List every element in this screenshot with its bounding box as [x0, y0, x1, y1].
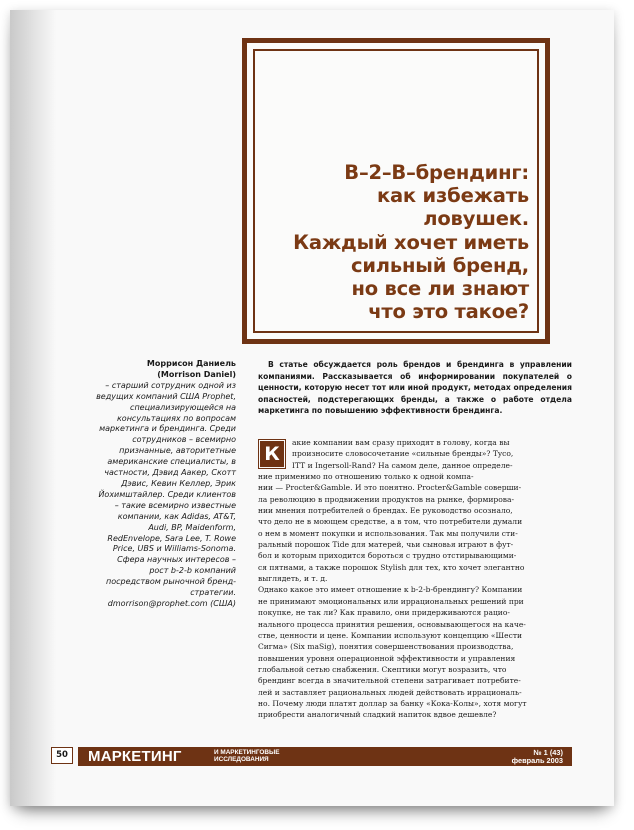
body-line: покупке, не так ли? Как правило, они придерживаются рацио-: [258, 608, 510, 618]
author-bio: – старший сотрудник одной из ведущих компаний США Prophet, специализирующейся на консультациях по вопросам маркетинга и брендинга. Среди сотрудников – всемирно признанные, авторитетные американские специалисты, в частности, Дэвид Аакер, Скотт Дэвис, Кевин Келлер, Эрик Йохимштайлер. Среди клиентов – такие всемирно известные компании, как Adidas, AT&T, Audi, BP, Maidenform, RedEnvelope, Sara Lee, T. Rowe Price, UBS и Williams-Sonoma. Сфера научных интересов – рост b-2-b компаний посредством рыночной бренд-стратегии. dmorrison@prophet.com (США): [96, 380, 236, 608]
title-line: Каждый хочет иметь: [293, 230, 529, 254]
body-line: о нем в момент покупки и использования. Так мы получили сти-: [258, 528, 518, 538]
body-line: лей и заставляет рациональных людей действовать иррациональ-: [258, 687, 522, 697]
magazine-page: [10, 10, 614, 806]
author-name: Моррисон Даниель: [146, 359, 236, 368]
body-line: что дело не в моющем средстве, а в том, что потребители думали: [258, 517, 523, 527]
article-body: [258, 437, 572, 721]
body-line: акие компании вам сразу приходят в голову, когда вы: [292, 438, 510, 447]
body-line: нии мнения потребителей о брендах. Ее руководство осознало,: [258, 506, 513, 516]
body-line: Сигма» (Six maSig), понятия совершенствования производства,: [258, 642, 514, 652]
body-line: приобрести аналогичный сладкий напиток вдвое дешевле?: [258, 710, 497, 720]
title-line: но все ли знают: [351, 277, 529, 301]
body-line: выглядеть, и т. д.: [258, 574, 328, 584]
body-line: не принимают эмоциональных или иррациональных решений при: [258, 596, 524, 606]
body-line: стве, ценности и цене. Компании используют концепцию «Шести: [258, 630, 523, 640]
article-title: [259, 161, 529, 323]
title-line: В–2–В–брендинг:: [344, 161, 529, 184]
page-number: 50: [51, 747, 73, 764]
title-line: как избежать: [376, 184, 529, 208]
body-line: Однако какое это имеет отношение к b-2-b-брендингу? Компании: [258, 585, 523, 595]
body-line: ние применимо по отношению только к одной компа-: [258, 472, 474, 482]
body-line: бол и которым приходится бороться с трудно отстирывающими-: [258, 551, 517, 561]
article-lead: В статье обсуждается роль брендов и брендинга в управлении компаниями. Рассказывается об информировании покупателей о ценности, которую несет тот или иной продукт, методах определения опасностей, подстерегающих бренды, а также о работе отдела маркетинга по повышению эффективности брендинга.: [258, 360, 572, 416]
footer-banner: [78, 747, 572, 766]
body-line: повышения уровня операционной эффективности и управления: [258, 653, 516, 663]
body-line: произносите словосочетание «сильные бренды»? Tyco,: [292, 449, 514, 459]
body-line: ральный порошок Tide для матерей, чьи сыновья играют в фут-: [258, 540, 514, 550]
title-line: ловушек.: [423, 207, 529, 231]
body-line: ITT и Ingersoll-Rand? На самом деле, данное определе-: [292, 460, 513, 470]
author-sidebar: [96, 359, 236, 610]
title-line: что это такое?: [368, 300, 529, 324]
magazine-subtitle-line: И МАРКЕТИНГОВЫЕ: [214, 749, 280, 756]
magazine-subtitle-line: ИССЛЕДОВАНИЯ: [214, 756, 269, 764]
issue-date: февраль 2003: [511, 755, 563, 765]
drop-cap: [258, 439, 286, 469]
magazine-name: МАРКЕТИНГ: [88, 748, 182, 765]
body-line: нального процесса принятия решения, основывающегося на каче-: [258, 619, 526, 629]
body-line: глобальной сетью снабжения. Скептики могут возразить, что: [258, 664, 507, 674]
issue-number: № 1 (43): [533, 748, 563, 757]
body-line: нии — Procter&Gamble. И это понятно. Procter&Gamble соверши-: [258, 483, 522, 493]
body-line: ла революцию в продвижении продуктов на рынке, формирова-: [258, 494, 515, 504]
body-line: но. Почему люди платят доллар за банку «Кока-Колы», хотя могут: [258, 698, 527, 708]
author-name-latin: (Morrison Daniel): [157, 369, 236, 379]
body-line: брендинг всегда в значительной степени затрагивает потребите-: [258, 676, 521, 686]
issue-info: [512, 749, 563, 765]
title-frame: [242, 38, 550, 344]
page-fold-shadow: [10, 10, 56, 806]
title-line: сильный бренд,: [350, 253, 529, 277]
drop-cap-letter: К: [260, 441, 284, 467]
body-line: ся пятнами, а также порошок Stylish для тех, кто хочет элегантно: [258, 562, 525, 572]
magazine-subtitle: [214, 749, 280, 764]
